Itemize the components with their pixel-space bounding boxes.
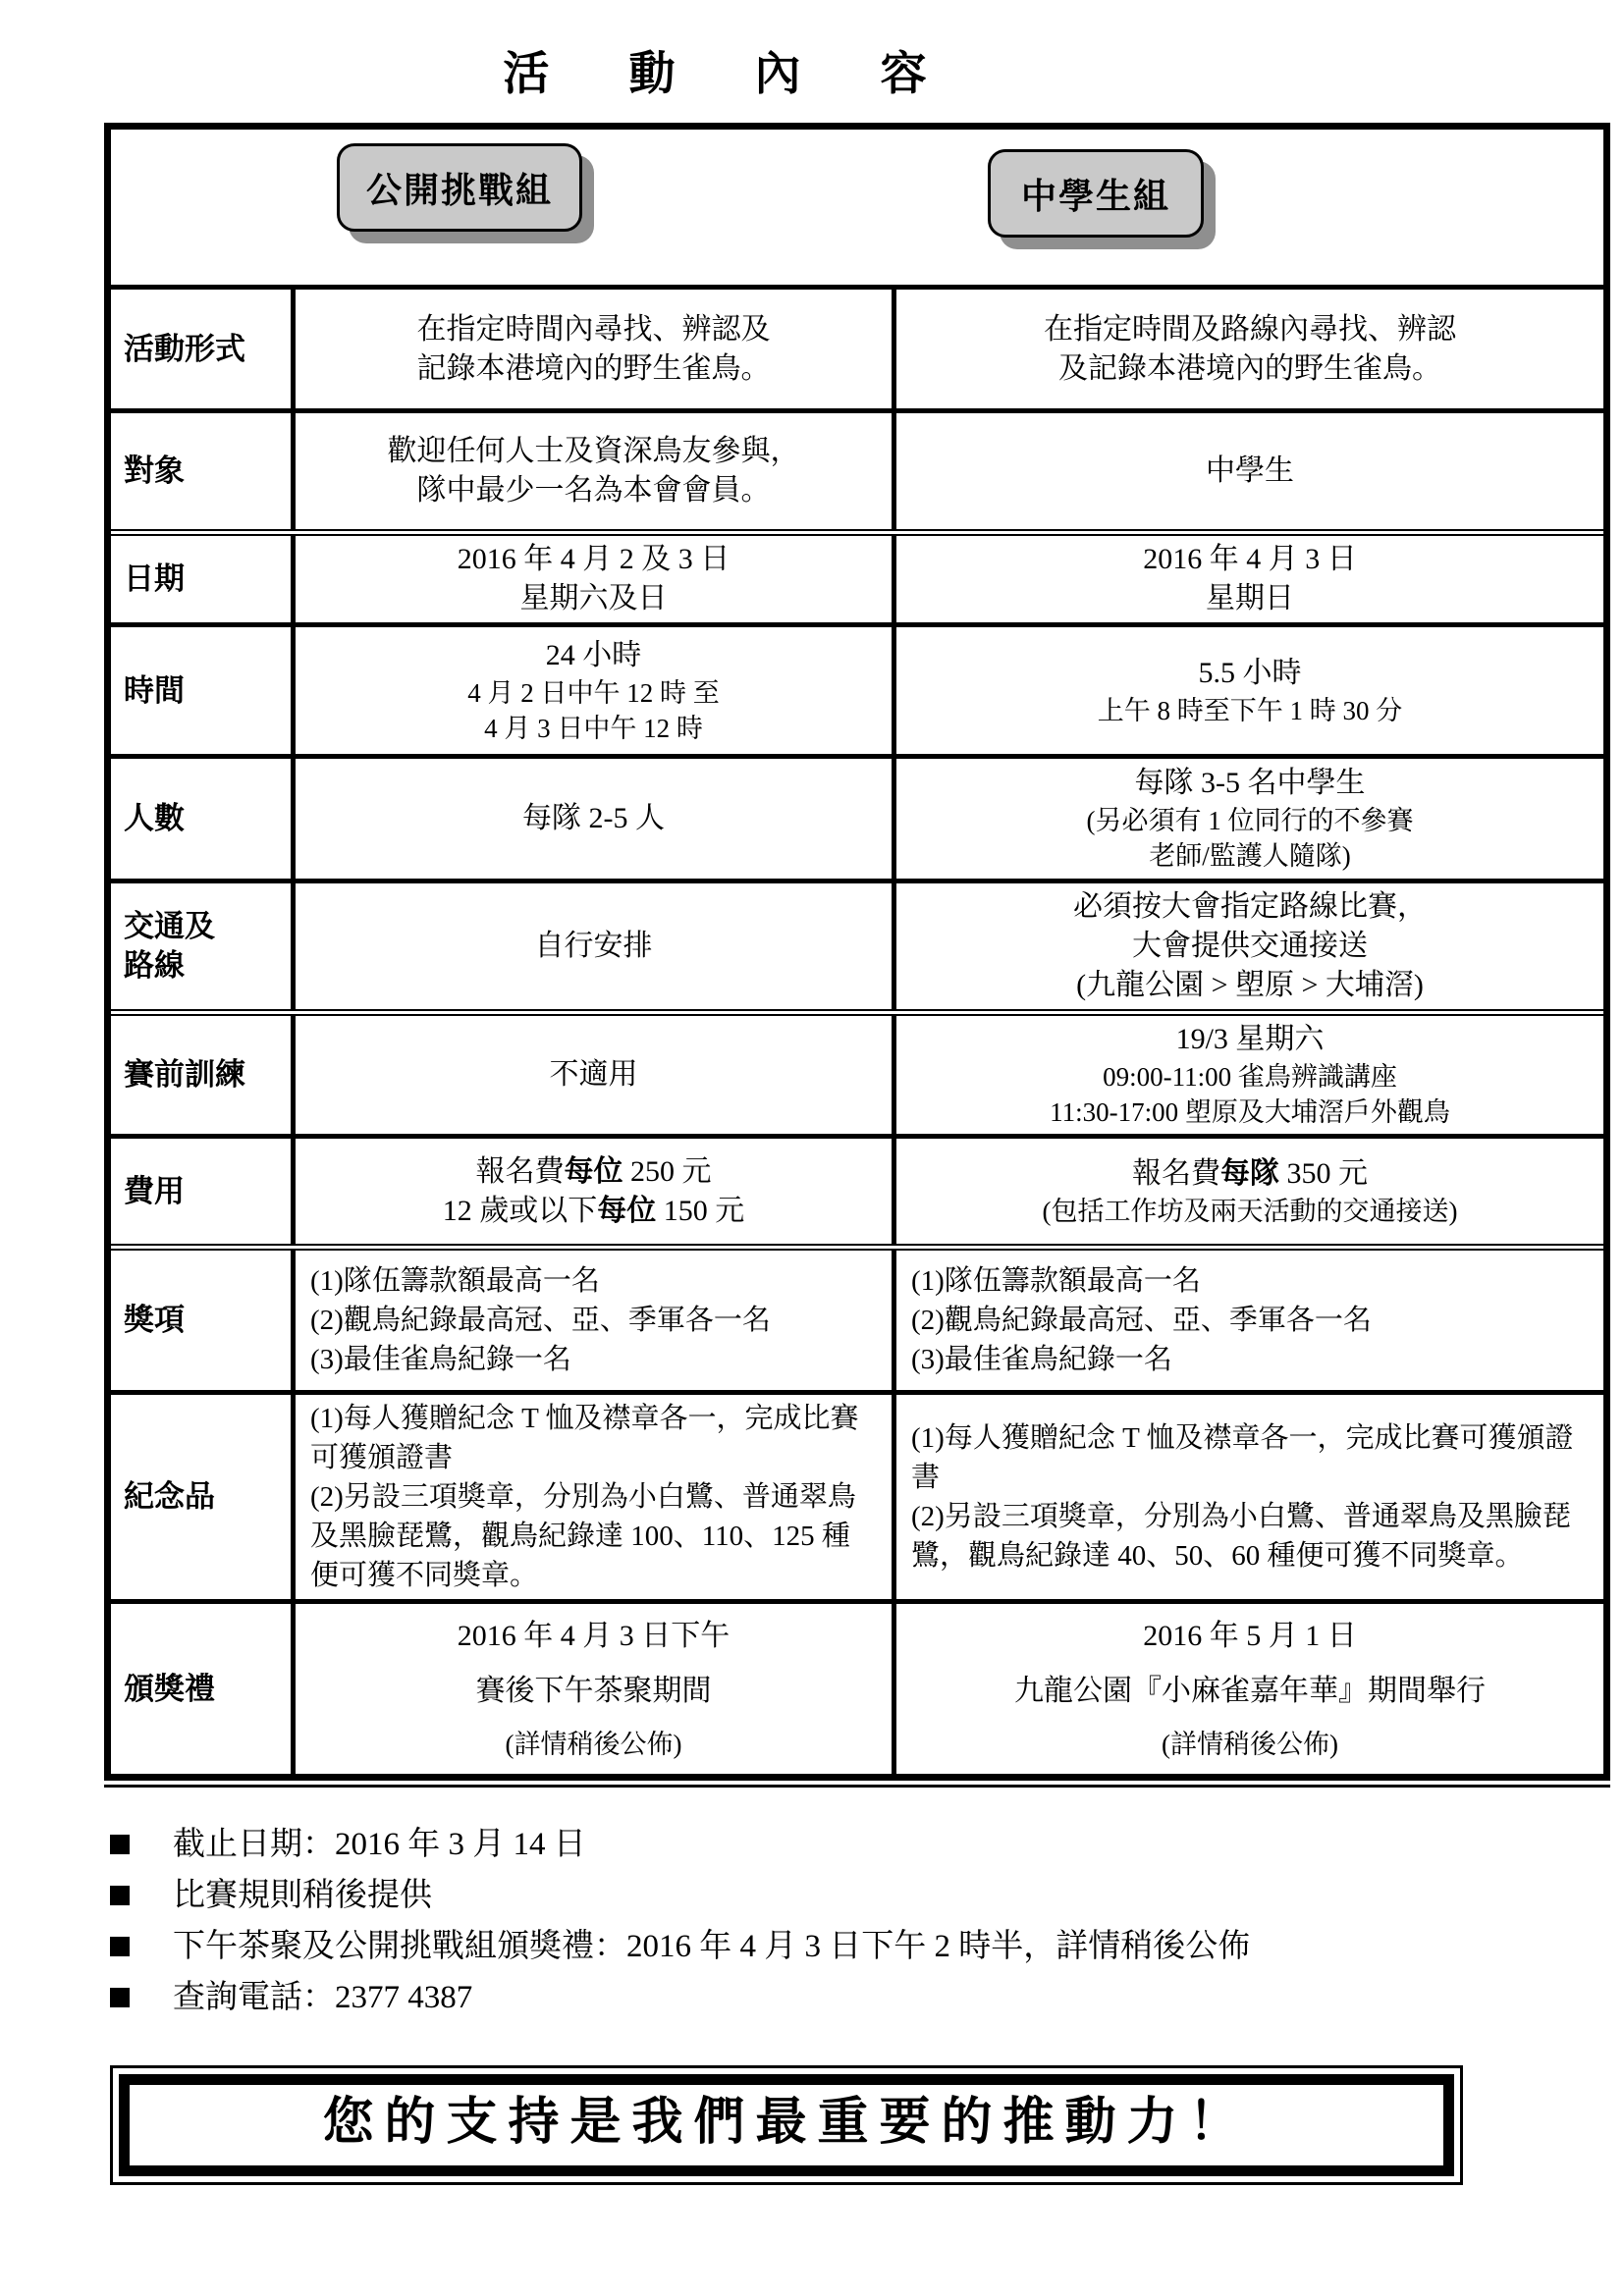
cell-text-line: 及記錄本港境內的野生雀鳥。 — [1058, 351, 1441, 385]
activity-table — [104, 123, 1610, 1788]
support-banner-text: 您的支持是我們最重要的推動力！ — [119, 2074, 1454, 2176]
cell-open-group — [296, 883, 896, 1009]
cell-student-group — [896, 883, 1603, 1009]
student-group-header: 中學生組 — [988, 149, 1204, 238]
row-label-line: 時間 — [124, 672, 185, 708]
cell-open-group — [296, 759, 896, 879]
page-title: 活 動 內 容 — [503, 47, 960, 99]
row-label-line: 活動形式 — [124, 331, 245, 366]
cell-text-line: 報名費每隊 350 元 — [1132, 1156, 1368, 1190]
cell-text-line: 每隊 2-5 人 — [522, 802, 665, 834]
table-row — [111, 1009, 1603, 1134]
row-label — [111, 413, 296, 529]
cell-text-line: (另必須有 1 位同行的不參賽 — [1086, 806, 1414, 835]
cell-text-line: 上午 8 時至下午 1 時 30 分 — [1097, 695, 1403, 725]
row-label — [111, 1395, 296, 1599]
open-challenge-group-header: 公開挑戰組 — [337, 143, 582, 232]
note-item — [110, 1924, 1553, 1969]
cell-open-group — [296, 1604, 896, 1774]
row-label — [111, 536, 296, 622]
bullet-square-icon — [110, 1988, 130, 2007]
cell-text-line: 2016 年 4 月 3 日下午 — [457, 1619, 731, 1652]
cell-text-line: 星期日 — [1206, 582, 1294, 614]
cell-open-group — [296, 1016, 896, 1134]
table-row — [111, 754, 1603, 879]
row-label-line: 費用 — [124, 1173, 185, 1208]
cell-text-line: 在指定時間內尋找、辨認及 — [416, 312, 771, 346]
notes-list — [110, 1822, 1553, 2026]
cell-text-line: 不適用 — [549, 1058, 638, 1091]
bullet-square-icon — [110, 1937, 130, 1956]
cell-text-line: (詳情稍後公佈) — [1162, 1729, 1338, 1759]
cell-text-line: 2016 年 5 月 1 日 — [1143, 1619, 1357, 1652]
table-row — [111, 408, 1603, 529]
row-label — [111, 1139, 296, 1244]
cell-open-group — [296, 1139, 896, 1244]
cell-student-group — [896, 627, 1603, 754]
cell-text-line: (包括工作坊及兩天活動的交通接送) — [1042, 1196, 1458, 1226]
cell-text-line: 報名費每位 250 元 — [475, 1154, 712, 1188]
cell-text-line: 歡迎任何人士及資深鳥友參與， — [387, 435, 800, 467]
cell-text-line: 九龍公園『小麻雀嘉年華』期間舉行 — [1014, 1674, 1486, 1707]
table-row — [111, 1599, 1603, 1774]
cell-student-group — [896, 1139, 1603, 1244]
row-label — [111, 1604, 296, 1774]
cell-text-line: (2)另設三項獎章，分別為小白鷺、普通翠鳥及黑臉琵鷺，觀鳥紀錄達 40、50、60 種便可獲不同獎章。 — [911, 1501, 1571, 1572]
cell-text-line: (1)每人獲贈紀念 T 恤及襟章各一，完成比賽可獲頒證書 — [310, 1403, 859, 1473]
row-label — [111, 627, 296, 754]
cell-open-group — [296, 1251, 896, 1390]
cell-text-line: 賽後下午茶聚期間 — [475, 1674, 712, 1707]
cell-text-line: 中學生 — [1206, 454, 1294, 487]
cell-student-group — [896, 1604, 1603, 1774]
note-item — [110, 1822, 1553, 1867]
cell-student-group — [896, 1395, 1603, 1599]
row-label-line: 交通及 — [124, 909, 215, 943]
cell-text-line: 4 月 3 日中午 12 時 — [484, 713, 703, 743]
cell-text-line: 4 月 2 日中午 12 時 至 — [467, 677, 720, 708]
row-label — [111, 1016, 296, 1134]
table-row — [111, 285, 1603, 408]
cell-open-group — [296, 413, 896, 529]
note-text: 下午茶聚及公開挑戰組頒獎禮：2016 年 4 月 3 日下午 2 時半，詳情稍後公佈 — [173, 1929, 1251, 1964]
bullet-square-icon — [110, 1886, 130, 1905]
cell-text-line: 2016 年 4 月 2 及 3 日 — [457, 543, 731, 575]
cell-text-line: 星期六及日 — [519, 582, 668, 614]
row-label — [111, 759, 296, 879]
cell-student-group — [896, 413, 1603, 529]
cell-student-group — [896, 759, 1603, 879]
note-text: 比賽規則稍後提供 — [173, 1878, 432, 1913]
cell-text-line: 老師/監護人隨隊) — [1149, 841, 1351, 871]
cell-text-line: (3)最佳雀鳥紀錄一名 — [911, 1344, 1172, 1375]
cell-text-line: 5.5 小時 — [1198, 656, 1302, 689]
cell-text-line: (2)另設三項獎章，分別為小白鷺、普通翠鳥及黑臉琵鷺，觀鳥紀錄達 100、110、125 種便可獲不同獎章。 — [310, 1481, 856, 1591]
row-label — [111, 290, 296, 408]
cell-text-line: (1)隊伍籌款額最高一名 — [911, 1265, 1201, 1297]
row-label — [111, 883, 296, 1009]
cell-text-line: 隊中最少一名為本會會員。 — [416, 474, 771, 507]
cell-student-group — [896, 536, 1603, 622]
note-item — [110, 1975, 1553, 2020]
cell-text-line: (九龍公園 > 塱原 > 大埔滘) — [1076, 969, 1424, 1001]
row-label-line: 獎項 — [124, 1303, 185, 1337]
cell-open-group — [296, 536, 896, 622]
cell-text-line: (詳情稍後公佈) — [505, 1729, 682, 1759]
row-label-line: 頒獎禮 — [124, 1671, 215, 1706]
row-label-line: 路線 — [124, 948, 185, 983]
table-row — [111, 879, 1603, 1009]
cell-text-line: 12 歲或以下每位 150 元 — [442, 1194, 745, 1227]
row-label — [111, 1251, 296, 1390]
cell-student-group — [896, 1251, 1603, 1390]
row-label-line: 賽前訓練 — [124, 1057, 245, 1092]
table-rows — [111, 285, 1603, 1774]
cell-text-line: (2)觀鳥紀錄最高冠、亞、季軍各一名 — [911, 1305, 1372, 1336]
cell-student-group — [896, 290, 1603, 408]
cell-text-line: 19/3 星期六 — [1175, 1023, 1325, 1055]
cell-text-line: 每隊 3-5 名中學生 — [1134, 767, 1366, 799]
cell-open-group — [296, 1395, 896, 1599]
cell-text-line: 在指定時間及路線內尋找、辨認 — [1044, 312, 1456, 346]
bullet-square-icon — [110, 1835, 130, 1854]
cell-text-line: 記錄本港境內的野生雀鳥。 — [416, 351, 771, 385]
activity-table-grid — [104, 123, 1610, 1781]
cell-text-line: (1)每人獲贈紀念 T 恤及襟章各一，完成比賽可獲頒證書 — [911, 1422, 1574, 1493]
cell-text-line: (2)觀鳥紀錄最高冠、亞、季軍各一名 — [310, 1305, 771, 1336]
cell-text-line: 09:00-11:00 雀鳥辨識講座 — [1103, 1062, 1397, 1092]
row-label-line: 紀念品 — [124, 1479, 215, 1514]
group-header-band — [111, 130, 1603, 285]
note-text: 查詢電話：2377 4387 — [173, 1980, 473, 2015]
cell-open-group — [296, 627, 896, 754]
table-row — [111, 1134, 1603, 1244]
table-row — [111, 1244, 1603, 1390]
note-text: 截止日期：2016 年 3 月 14 日 — [173, 1827, 586, 1862]
row-label-line: 日期 — [124, 561, 185, 596]
cell-text-line: 11:30-17:00 塱原及大埔滘戶外觀鳥 — [1050, 1097, 1450, 1127]
cell-text-line: 大會提供交通接送 — [1132, 930, 1368, 962]
cell-text-line: (3)最佳雀鳥紀錄一名 — [310, 1344, 571, 1375]
cell-text-line: 必須按大會指定路線比賽， — [1073, 890, 1427, 923]
note-item — [110, 1873, 1553, 1918]
cell-open-group — [296, 290, 896, 408]
row-label-line: 對象 — [124, 454, 185, 488]
table-bottom-rule — [104, 1785, 1610, 1788]
cell-text-line: 自行安排 — [534, 930, 653, 962]
support-banner — [110, 2065, 1463, 2185]
cell-text-line: 24 小時 — [545, 638, 642, 671]
table-row — [111, 622, 1603, 754]
table-row — [111, 529, 1603, 622]
cell-text-line: (1)隊伍籌款額最高一名 — [310, 1265, 600, 1297]
row-label-line: 人數 — [124, 801, 185, 835]
table-row — [111, 1390, 1603, 1599]
cell-student-group — [896, 1016, 1603, 1134]
cell-text-line: 2016 年 4 月 3 日 — [1143, 543, 1357, 575]
